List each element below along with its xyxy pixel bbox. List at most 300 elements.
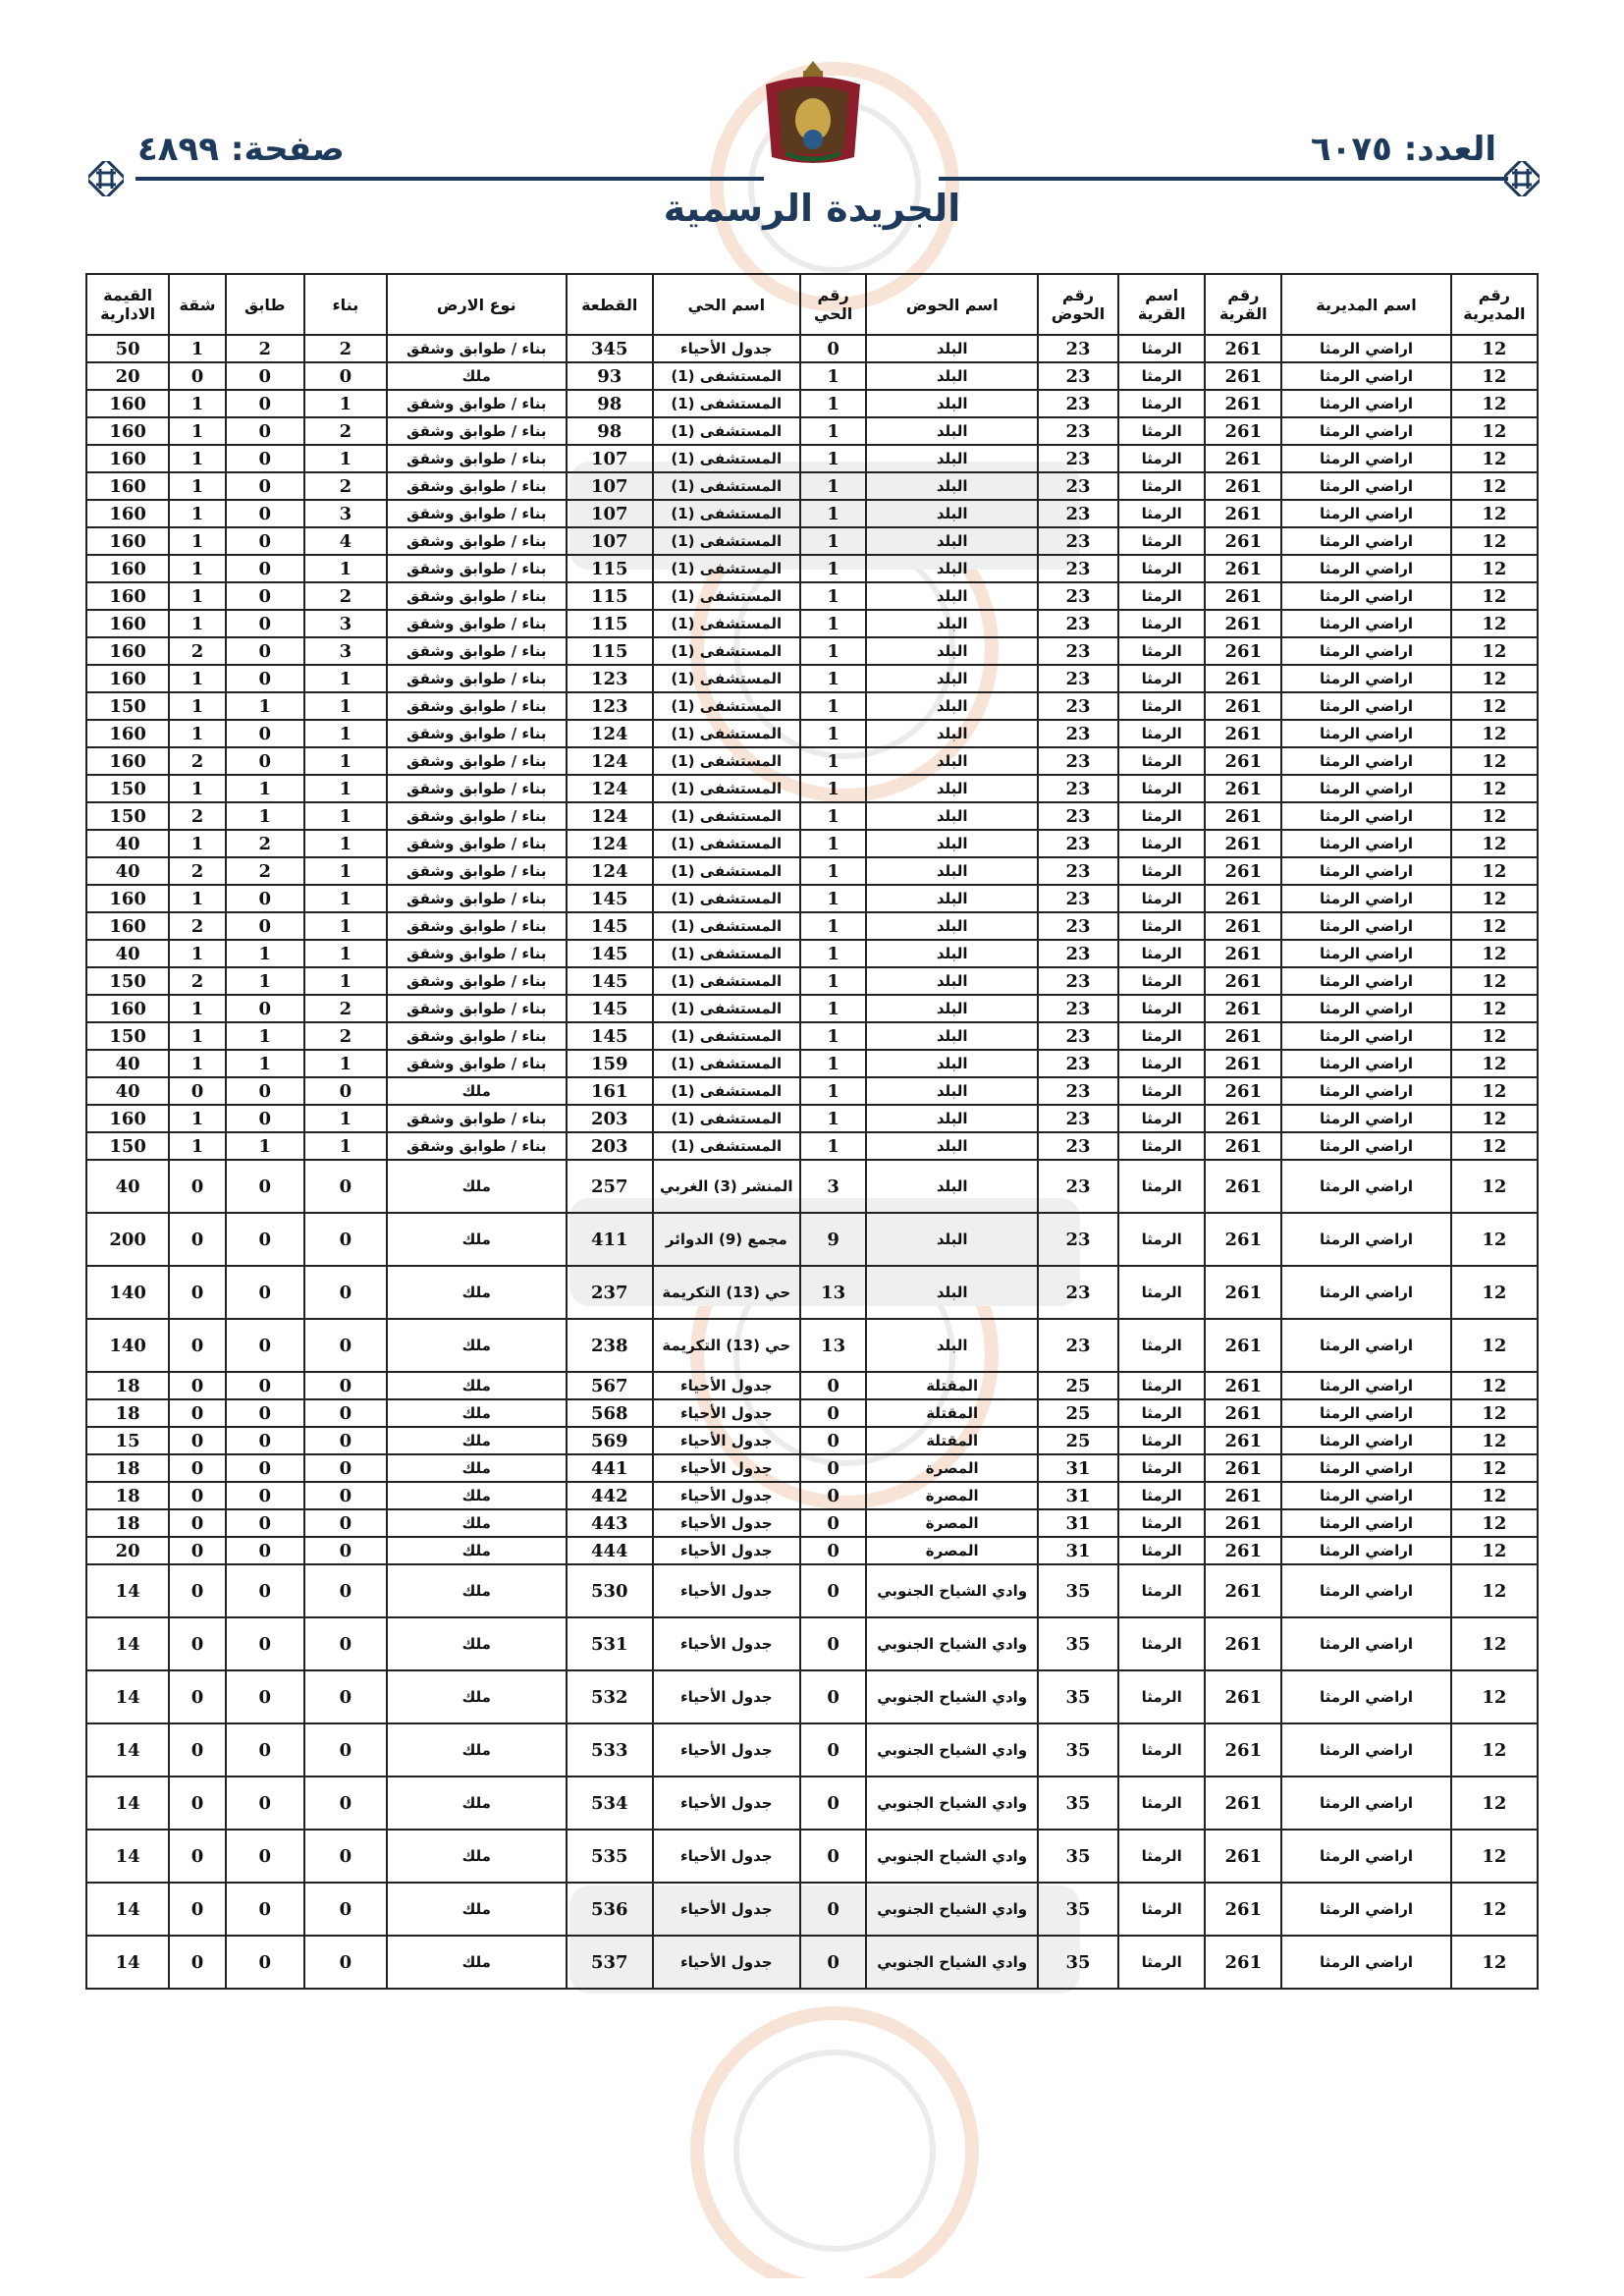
table-cell: 1 — [226, 1132, 304, 1160]
table-cell: 1 — [304, 1105, 387, 1132]
table-cell: 12 — [1451, 1399, 1538, 1427]
table-cell: 12 — [1451, 1537, 1538, 1564]
table-cell: البلد — [866, 1077, 1037, 1105]
table-cell: 1 — [226, 940, 304, 967]
table-cell: 261 — [1205, 1266, 1281, 1319]
table-cell: 0 — [226, 582, 304, 610]
table-cell: 1 — [169, 390, 225, 417]
table-cell: جدول الأحياء — [653, 1564, 800, 1617]
table-cell: 1 — [304, 940, 387, 967]
column-header: اسم الحوض — [866, 274, 1037, 335]
table-cell: الرمثا — [1118, 1509, 1205, 1537]
header-rule-right — [939, 177, 1508, 181]
table-cell: 18 — [86, 1372, 169, 1399]
table-cell: 150 — [86, 802, 169, 830]
table-row — [86, 1509, 1538, 1537]
table-cell: اراضي الرمثا — [1281, 555, 1450, 582]
table-cell: الرمثا — [1118, 1482, 1205, 1509]
table-cell: البلد — [866, 720, 1037, 747]
table-cell: البلد — [866, 1319, 1037, 1372]
table-cell: 123 — [567, 665, 653, 692]
table-cell: ملك — [387, 1723, 567, 1777]
table-cell: 1 — [304, 775, 387, 802]
table-row — [86, 362, 1538, 390]
table-cell: 23 — [1038, 747, 1118, 775]
table-cell: 261 — [1205, 830, 1281, 857]
table-cell: 107 — [567, 500, 653, 527]
table-cell: 0 — [226, 1427, 304, 1454]
table-cell: 23 — [1038, 912, 1118, 940]
table-cell: البلد — [866, 857, 1037, 885]
jordan-coat-of-arms-icon — [756, 55, 870, 171]
table-cell: 261 — [1205, 1537, 1281, 1564]
table-row — [86, 1537, 1538, 1564]
table-cell: 31 — [1038, 1537, 1118, 1564]
table-cell: 261 — [1205, 1670, 1281, 1723]
table-cell: وادي الشياح الجنوبي — [866, 1883, 1037, 1936]
table-cell: 1 — [304, 747, 387, 775]
table-cell: المقتلة — [866, 1372, 1037, 1399]
table-cell: 1 — [304, 967, 387, 995]
table-row — [86, 417, 1538, 445]
table-cell: 0 — [304, 1777, 387, 1830]
table-cell: 12 — [1451, 912, 1538, 940]
table-cell: 0 — [800, 1723, 867, 1777]
table-cell: 160 — [86, 637, 169, 665]
table-cell: الرمثا — [1118, 1105, 1205, 1132]
table-cell: اراضي الرمثا — [1281, 857, 1450, 885]
table-cell: المنشر (3) الغربي — [653, 1160, 800, 1213]
table-cell: 3 — [304, 637, 387, 665]
table-cell: 1 — [800, 362, 867, 390]
table-cell: 1 — [169, 472, 225, 500]
column-header: طابق — [226, 274, 304, 335]
table-cell: 12 — [1451, 1050, 1538, 1077]
table-cell: 2 — [226, 830, 304, 857]
table-cell: 1 — [800, 527, 867, 555]
table-cell: 150 — [86, 1022, 169, 1050]
table-cell: 35 — [1038, 1670, 1118, 1723]
table-cell: 12 — [1451, 1617, 1538, 1670]
table-cell: الرمثا — [1118, 500, 1205, 527]
table-cell: 124 — [567, 857, 653, 885]
table-cell: 160 — [86, 995, 169, 1022]
table-cell: اراضي الرمثا — [1281, 1160, 1450, 1213]
table-cell: 18 — [86, 1454, 169, 1482]
table-cell: 0 — [226, 1883, 304, 1936]
table-cell: 23 — [1038, 1105, 1118, 1132]
table-cell: 568 — [567, 1399, 653, 1427]
column-header: شقة — [169, 274, 225, 335]
table-cell: 1 — [169, 335, 225, 362]
table-cell: 145 — [567, 885, 653, 912]
table-cell: 1 — [304, 555, 387, 582]
table-cell: 1 — [800, 885, 867, 912]
table-cell: 0 — [304, 1427, 387, 1454]
table-cell: الرمثا — [1118, 335, 1205, 362]
table-cell: 23 — [1038, 830, 1118, 857]
table-cell: 0 — [169, 1670, 225, 1723]
table-cell: 18 — [86, 1509, 169, 1537]
table-cell: 261 — [1205, 1319, 1281, 1372]
table-cell: المستشفى (1) — [653, 775, 800, 802]
table-cell: 0 — [169, 1319, 225, 1372]
table-cell: 12 — [1451, 500, 1538, 527]
table-cell: 261 — [1205, 500, 1281, 527]
table-cell: الرمثا — [1118, 1564, 1205, 1617]
table-cell: 261 — [1205, 995, 1281, 1022]
table-cell: 1 — [800, 857, 867, 885]
table-cell: 0 — [304, 1537, 387, 1564]
table-cell: 261 — [1205, 1372, 1281, 1399]
table-cell: الرمثا — [1118, 692, 1205, 720]
table-cell: 261 — [1205, 555, 1281, 582]
table-cell: 160 — [86, 720, 169, 747]
table-cell: 23 — [1038, 1160, 1118, 1213]
table-cell: المستشفى (1) — [653, 582, 800, 610]
table-cell: المستشفى (1) — [653, 830, 800, 857]
table-cell: المستشفى (1) — [653, 390, 800, 417]
table-cell: البلد — [866, 527, 1037, 555]
table-cell: بناء / طوابق وشقق — [387, 995, 567, 1022]
table-cell: 2 — [304, 335, 387, 362]
table-cell: المستشفى (1) — [653, 995, 800, 1022]
table-cell: اراضي الرمثا — [1281, 335, 1450, 362]
table-cell: اراضي الرمثا — [1281, 802, 1450, 830]
table-cell: البلد — [866, 692, 1037, 720]
table-cell: الرمثا — [1118, 967, 1205, 995]
table-row — [86, 1454, 1538, 1482]
table-cell: جدول الأحياء — [653, 1372, 800, 1399]
table-cell: 23 — [1038, 555, 1118, 582]
table-cell: 1 — [304, 830, 387, 857]
table-cell: المستشفى (1) — [653, 1132, 800, 1160]
table-row — [86, 1213, 1538, 1266]
table-cell: 261 — [1205, 1022, 1281, 1050]
table-cell: 0 — [226, 1454, 304, 1482]
table-cell: 0 — [169, 1537, 225, 1564]
table-cell: 23 — [1038, 445, 1118, 472]
table-cell: ملك — [387, 1537, 567, 1564]
table-cell: 1 — [304, 445, 387, 472]
table-cell: 0 — [226, 1537, 304, 1564]
table-cell: اراضي الرمثا — [1281, 527, 1450, 555]
table-cell: 9 — [800, 1213, 867, 1266]
table-cell: 1 — [226, 967, 304, 995]
table-cell: 1 — [800, 417, 867, 445]
gazette-title: الجريدة الرسمية — [663, 187, 961, 230]
table-cell: 0 — [304, 1564, 387, 1617]
table-cell: 12 — [1451, 720, 1538, 747]
table-cell: 3 — [800, 1160, 867, 1213]
page-number: صفحة: ٤٨٩٩ — [137, 130, 345, 169]
table-cell: 261 — [1205, 1105, 1281, 1132]
table-cell: اراضي الرمثا — [1281, 1213, 1450, 1266]
table-cell: 35 — [1038, 1564, 1118, 1617]
table-row — [86, 1105, 1538, 1132]
table-cell: 261 — [1205, 1050, 1281, 1077]
table-cell: بناء / طوابق وشقق — [387, 967, 567, 995]
table-row — [86, 637, 1538, 665]
table-cell: 261 — [1205, 1160, 1281, 1213]
table-cell: البلد — [866, 912, 1037, 940]
table-cell: 12 — [1451, 1319, 1538, 1372]
table-cell: الرمثا — [1118, 610, 1205, 637]
table-cell: 0 — [169, 1160, 225, 1213]
table-cell: 532 — [567, 1670, 653, 1723]
table-cell: 1 — [800, 1050, 867, 1077]
table-cell: 2 — [169, 857, 225, 885]
table-cell: 0 — [304, 1883, 387, 1936]
table-cell: 0 — [800, 1482, 867, 1509]
table-cell: وادي الشياح الجنوبي — [866, 1564, 1037, 1617]
table-cell: 25 — [1038, 1372, 1118, 1399]
table-cell: المستشفى (1) — [653, 1077, 800, 1105]
table-cell: 1 — [169, 665, 225, 692]
table-cell: 0 — [304, 1372, 387, 1399]
table-cell: 237 — [567, 1266, 653, 1319]
table-cell: 0 — [169, 1617, 225, 1670]
table-cell: 12 — [1451, 692, 1538, 720]
table-cell: 203 — [567, 1132, 653, 1160]
table-cell: الرمثا — [1118, 1213, 1205, 1266]
table-cell: الرمثا — [1118, 1617, 1205, 1670]
table-row — [86, 1077, 1538, 1105]
table-cell: 261 — [1205, 472, 1281, 500]
table-cell: 261 — [1205, 1482, 1281, 1509]
table-cell: جدول الأحياء — [653, 1777, 800, 1830]
column-header: اسم المديرية — [1281, 274, 1450, 335]
table-cell: 0 — [304, 1723, 387, 1777]
table-cell: اراضي الرمثا — [1281, 747, 1450, 775]
table-row — [86, 527, 1538, 555]
table-cell: 12 — [1451, 637, 1538, 665]
table-cell: 0 — [800, 1399, 867, 1427]
table-cell: 0 — [226, 912, 304, 940]
table-cell: البلد — [866, 390, 1037, 417]
table-cell: البلد — [866, 1160, 1037, 1213]
table-cell: 0 — [226, 1723, 304, 1777]
table-cell: 98 — [567, 417, 653, 445]
table-cell: 13 — [800, 1319, 867, 1372]
table-cell: الرمثا — [1118, 830, 1205, 857]
table-cell: اراضي الرمثا — [1281, 1482, 1450, 1509]
table-cell: 0 — [800, 1670, 867, 1723]
table-cell: الرمثا — [1118, 802, 1205, 830]
table-cell: 2 — [226, 335, 304, 362]
table-cell: 261 — [1205, 1509, 1281, 1537]
table-cell: 159 — [567, 1050, 653, 1077]
table-cell: 40 — [86, 1050, 169, 1077]
table-cell: 40 — [86, 857, 169, 885]
table-cell: مجمع (9) الدوائر — [653, 1213, 800, 1266]
table-cell: 12 — [1451, 1077, 1538, 1105]
table-cell: اراضي الرمثا — [1281, 1105, 1450, 1132]
table-cell: 261 — [1205, 1777, 1281, 1830]
table-cell: الرمثا — [1118, 857, 1205, 885]
table-cell: ملك — [387, 1777, 567, 1830]
table-cell: اراضي الرمثا — [1281, 1050, 1450, 1077]
table-cell: 12 — [1451, 747, 1538, 775]
table-cell: 160 — [86, 527, 169, 555]
table-cell: الرمثا — [1118, 1319, 1205, 1372]
table-cell: 261 — [1205, 1213, 1281, 1266]
table-cell: البلد — [866, 1050, 1037, 1077]
table-cell: 1 — [800, 692, 867, 720]
table-cell: 12 — [1451, 967, 1538, 995]
table-cell: 2 — [304, 417, 387, 445]
table-cell: الرمثا — [1118, 390, 1205, 417]
table-cell: 443 — [567, 1509, 653, 1537]
table-cell: جدول الأحياء — [653, 1482, 800, 1509]
table-cell: بناء / طوابق وشقق — [387, 555, 567, 582]
table-cell: 13 — [800, 1266, 867, 1319]
land-values-table — [85, 273, 1539, 1990]
table-cell: بناء / طوابق وشقق — [387, 527, 567, 555]
table-row — [86, 500, 1538, 527]
table-cell: 0 — [226, 885, 304, 912]
table-cell: الرمثا — [1118, 775, 1205, 802]
table-cell: 1 — [169, 500, 225, 527]
table-cell: 124 — [567, 775, 653, 802]
table-cell: المستشفى (1) — [653, 417, 800, 445]
table-cell: 12 — [1451, 1454, 1538, 1482]
table-cell: 1 — [304, 390, 387, 417]
table-cell: ملك — [387, 1482, 567, 1509]
table-cell: اراضي الرمثا — [1281, 1319, 1450, 1372]
table-cell: 0 — [226, 637, 304, 665]
table-cell: 0 — [226, 527, 304, 555]
table-cell: المستشفى (1) — [653, 747, 800, 775]
table-cell: الرمثا — [1118, 1372, 1205, 1399]
table-cell: 1 — [169, 610, 225, 637]
table-cell: 124 — [567, 802, 653, 830]
table-cell: ملك — [387, 1372, 567, 1399]
table-cell: اراضي الرمثا — [1281, 1372, 1450, 1399]
table-cell: 530 — [567, 1564, 653, 1617]
table-cell: 23 — [1038, 802, 1118, 830]
table-cell: 160 — [86, 1105, 169, 1132]
table-cell: 150 — [86, 967, 169, 995]
table-cell: اراضي الرمثا — [1281, 1777, 1450, 1830]
table-cell: 261 — [1205, 720, 1281, 747]
table-cell: البلد — [866, 417, 1037, 445]
table-cell: 12 — [1451, 857, 1538, 885]
table-cell: 25 — [1038, 1427, 1118, 1454]
table-cell: 0 — [169, 1936, 225, 1989]
table-cell: الرمثا — [1118, 1266, 1205, 1319]
table-cell: 23 — [1038, 335, 1118, 362]
table-cell: جدول الأحياء — [653, 1723, 800, 1777]
table-cell: الرمثا — [1118, 1670, 1205, 1723]
table-cell: 0 — [800, 1830, 867, 1883]
table-row — [86, 1617, 1538, 1670]
table-cell: 145 — [567, 1022, 653, 1050]
table-cell: المستشفى (1) — [653, 967, 800, 995]
table-cell: 0 — [800, 1883, 867, 1936]
table-cell: المصرة — [866, 1509, 1037, 1537]
table-cell: 261 — [1205, 940, 1281, 967]
table-cell: 1 — [800, 720, 867, 747]
table-cell: اراضي الرمثا — [1281, 610, 1450, 637]
table-row — [86, 1266, 1538, 1319]
table-row — [86, 335, 1538, 362]
table-cell: 2 — [226, 857, 304, 885]
table-cell: 1 — [169, 1022, 225, 1050]
table-row — [86, 1564, 1538, 1617]
table-cell: جدول الأحياء — [653, 1936, 800, 1989]
table-cell: 0 — [304, 1266, 387, 1319]
table-cell: 0 — [226, 720, 304, 747]
table-cell: 238 — [567, 1319, 653, 1372]
column-header: اسم الحي — [653, 274, 800, 335]
table-cell: البلد — [866, 1105, 1037, 1132]
table-row — [86, 472, 1538, 500]
table-cell: 261 — [1205, 637, 1281, 665]
table-cell: اراضي الرمثا — [1281, 1723, 1450, 1777]
column-header: بناء — [304, 274, 387, 335]
table-cell: المصرة — [866, 1537, 1037, 1564]
table-cell: 0 — [800, 1936, 867, 1989]
table-cell: بناء / طوابق وشقق — [387, 940, 567, 967]
table-row — [86, 1319, 1538, 1372]
table-cell: البلد — [866, 830, 1037, 857]
table-cell: 40 — [86, 1160, 169, 1213]
table-cell: اراضي الرمثا — [1281, 940, 1450, 967]
table-cell: اراضي الرمثا — [1281, 582, 1450, 610]
table-cell: بناء / طوابق وشقق — [387, 692, 567, 720]
table-cell: 2 — [304, 582, 387, 610]
table-cell: 534 — [567, 1777, 653, 1830]
table-cell: 261 — [1205, 1883, 1281, 1936]
table-cell: البلد — [866, 500, 1037, 527]
table-cell: المستشفى (1) — [653, 1022, 800, 1050]
table-cell: 23 — [1038, 610, 1118, 637]
table-cell: اراضي الرمثا — [1281, 445, 1450, 472]
table-cell: 14 — [86, 1617, 169, 1670]
table-cell: 0 — [304, 1399, 387, 1427]
table-cell: حي (13) التكريمة — [653, 1319, 800, 1372]
table-cell: 145 — [567, 967, 653, 995]
table-cell: 0 — [169, 1564, 225, 1617]
table-cell: 1 — [800, 610, 867, 637]
table-cell: 115 — [567, 610, 653, 637]
table-cell: ملك — [387, 1509, 567, 1537]
table-cell: اراضي الرمثا — [1281, 417, 1450, 445]
table-cell: 536 — [567, 1883, 653, 1936]
table-cell: الرمثا — [1118, 1132, 1205, 1160]
table-cell: 31 — [1038, 1482, 1118, 1509]
table-cell: 0 — [800, 1372, 867, 1399]
table-row — [86, 1132, 1538, 1160]
table-cell: 0 — [226, 417, 304, 445]
table-cell: 0 — [800, 1427, 867, 1454]
table-cell: 0 — [304, 1509, 387, 1537]
table-cell: بناء / طوابق وشقق — [387, 445, 567, 472]
table-cell: بناء / طوابق وشقق — [387, 637, 567, 665]
table-cell: 441 — [567, 1454, 653, 1482]
table-cell: 123 — [567, 692, 653, 720]
table-cell: 0 — [304, 1319, 387, 1372]
table-cell: 0 — [226, 472, 304, 500]
table-cell: 261 — [1205, 747, 1281, 775]
table-cell: البلد — [866, 637, 1037, 665]
table-cell: المستشفى (1) — [653, 500, 800, 527]
table-cell: ملك — [387, 362, 567, 390]
table-cell: 1 — [169, 417, 225, 445]
table-cell: 0 — [304, 1482, 387, 1509]
table-cell: اراضي الرمثا — [1281, 1427, 1450, 1454]
